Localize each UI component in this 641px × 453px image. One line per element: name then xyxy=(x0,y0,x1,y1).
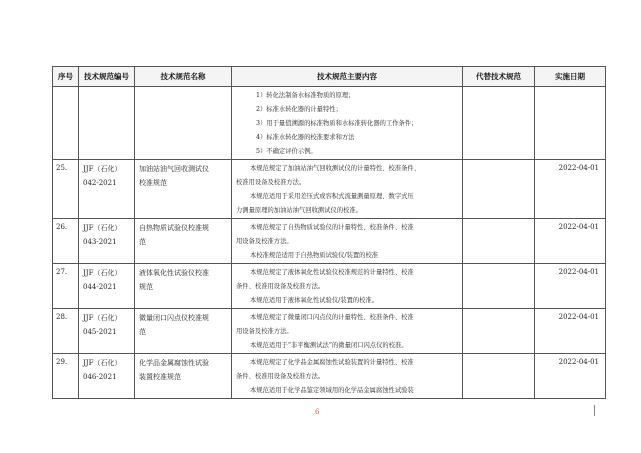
content-cell: 本规范规定了化学品金属腐蚀性试验装置的计量特性、校准 条件、校准用设备及校准方法。 本规范适用于化学品鉴定领域用的化学品金属腐蚀性试验装 xyxy=(232,354,463,399)
table-row xyxy=(53,264,606,309)
row-number: 27. xyxy=(53,264,79,309)
table-row xyxy=(53,309,606,354)
implementation-date: 2022-04-01 xyxy=(535,264,606,309)
replaced-spec xyxy=(463,219,535,264)
content-line: 5）不确定评价示例。 xyxy=(256,148,317,155)
table-header-row xyxy=(53,67,606,87)
header-content: 技术规范主要内容 xyxy=(232,67,463,87)
replaced-spec xyxy=(463,160,535,219)
row-number: 26. xyxy=(53,219,79,264)
table-row xyxy=(53,219,606,264)
margin-mark xyxy=(594,405,595,416)
content-line: 2）标准水转化器的计量特性； xyxy=(256,106,342,113)
content-cell xyxy=(232,87,463,160)
spec-code: JJF（石化） 045-2021 xyxy=(79,309,135,354)
implementation-date: 2022-04-01 xyxy=(535,219,606,264)
header-replaced: 代替技术规范 xyxy=(463,67,535,87)
table-row xyxy=(53,160,606,219)
content-cell: 本规范规定了自热物质试验仪的计量特性、校准条件、校准 用设备及校准方法。 本校准规范适用于自热物质试验仪/装置的校准 xyxy=(232,219,463,264)
row-number: 28. xyxy=(53,309,79,354)
row-number: 29. xyxy=(53,354,79,399)
page-number: 6 xyxy=(315,408,320,416)
header-date: 实施日期 xyxy=(535,67,606,87)
technical-spec-table xyxy=(52,66,606,399)
spec-code: JJF（石化） 044-2021 xyxy=(79,264,135,309)
spec-name: 化学品金属腐蚀性试验 装置校准规范 xyxy=(135,354,232,399)
implementation-date: 2022-04-01 xyxy=(535,309,606,354)
spec-name: 液体氧化性试验仪校准 规范 xyxy=(135,264,232,309)
header-no: 序号 xyxy=(53,67,79,87)
spec-name: 加油站油气回收测试仪 校准规范 xyxy=(135,160,232,219)
implementation-date: 2022-04-01 xyxy=(535,354,606,399)
row-number: 25. xyxy=(53,160,79,219)
replaced-spec xyxy=(463,264,535,309)
spec-name: 微量闭口闪点仪校准规 范 xyxy=(135,309,232,354)
spec-name: 自热物质试验仪校准规 范 xyxy=(135,219,232,264)
table-row xyxy=(53,354,606,399)
replaced-spec xyxy=(463,309,535,354)
content-line: 3）用于量值溯源的标准物质和水标准转化器的工作条件； xyxy=(256,120,418,127)
replaced-spec xyxy=(463,354,535,399)
spec-code: JJF（石化） 043-2021 xyxy=(79,219,135,264)
table-row-continued xyxy=(53,87,606,160)
content-cell: 本规范规定了加油站油气回收测试仪的计量特性、校准条件、 校准用设备及校准方法。 本规范适用于采用差压式或容积式流量测量原理、数字式压 力测量原理的加油站油气回收测试仪的校准。 xyxy=(232,160,463,219)
content-cell: 本规范规定了微量闭口闪点仪的计量特性、校准条件、校准 用设备及校准方法。 本规范适用于“非平衡测试法”的微量闭口闪点仪的校准。 xyxy=(232,309,463,354)
header-code: 技术规范编号 xyxy=(79,67,135,87)
implementation-date: 2022-04-01 xyxy=(535,160,606,219)
content-cell: 本规范规定了液体氧化性试验仪校准规范的计量特性、校准 条件、校准用设备及校准方法。 本规范适用于液体氧化性试验仪/装置的校准。 xyxy=(232,264,463,309)
header-name: 技术规范名称 xyxy=(135,67,232,87)
content-line: 1）转化法制备水标准物质的原理； xyxy=(256,92,355,99)
spec-code: JJF（石化） 042-2021 xyxy=(79,160,135,219)
spec-code: JJF（石化） 046-2021 xyxy=(79,354,135,399)
content-line: 4）标准水转化器的校准要求和方法 xyxy=(256,134,355,141)
